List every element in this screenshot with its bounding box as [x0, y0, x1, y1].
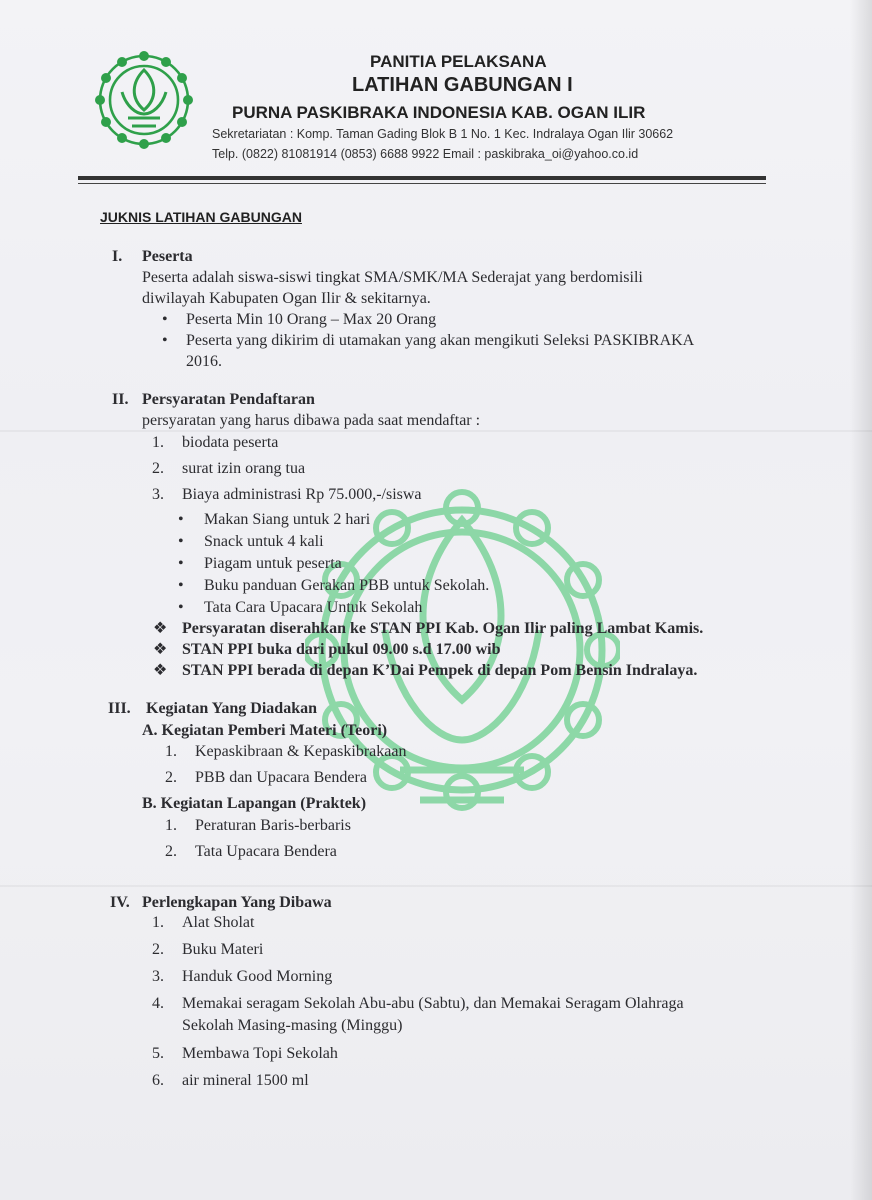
list-item: Biaya administrasi Rp 75.000,-/siswa: [182, 486, 422, 503]
list-item: biodata peserta: [182, 434, 279, 451]
section-1-title: Peserta: [142, 248, 193, 265]
organization-heading: PURNA PASKIBRAKA INDONESIA KAB. OGAN ILIR: [232, 103, 646, 122]
list-item: Kepaskibraan & Kepaskibrakaan: [195, 743, 407, 760]
list-item: Memakai seragam Sekolah Abu-abu (Sabtu), dan Memakai Seragam Olahraga: [182, 995, 684, 1012]
section-4-title: Perlengkapan Yang Dibawa: [142, 894, 332, 911]
section-1-description-cont: diwilayah Kabupaten Ogan Ilir & sekitarnya.: [142, 290, 431, 307]
list-item: Alat Sholat: [182, 914, 255, 931]
document-title: JUKNIS LATIHAN GABUNGAN: [100, 209, 302, 225]
section-3-numeral: III.: [108, 700, 131, 717]
section-1-description: Peserta adalah siswa-siswi tingkat SMA/SMK/MA Sederajat yang berdomisili: [142, 269, 643, 286]
registration-note: STAN PPI berada di depan K’Dai Pempek di depan Pom Bensin Indralaya.: [182, 662, 698, 679]
bullet-icon: •: [162, 332, 168, 349]
list-number: 2.: [165, 769, 177, 786]
list-number: 2.: [152, 941, 164, 958]
diamond-bullet-icon: ❖: [153, 641, 168, 658]
list-item: Buku Materi: [182, 941, 264, 958]
bullet-icon: •: [178, 599, 184, 616]
list-item: surat izin orang tua: [182, 460, 306, 477]
list-item: air mineral 1500 ml: [182, 1072, 309, 1089]
list-number: 1.: [152, 434, 164, 451]
registration-note: STAN PPI buka dari pukul 09.00 s.d 17.00 wib: [182, 641, 501, 658]
section-1-bullet: Peserta Min 10 Orang – Max 20 Orang: [186, 311, 437, 328]
list-number: 3.: [152, 968, 164, 985]
list-number: 2.: [152, 460, 164, 477]
list-item: Peraturan Baris-berbaris: [195, 817, 351, 834]
bullet-icon: •: [162, 311, 168, 328]
event-heading: LATIHAN GABUNGAN I: [352, 74, 573, 96]
list-number: 5.: [152, 1045, 164, 1062]
fee-includes-item: Makan Siang untuk 2 hari: [204, 511, 371, 528]
bullet-icon: •: [178, 533, 184, 550]
fee-includes-item: Piagam untuk peserta: [204, 555, 342, 572]
bullet-icon: •: [178, 555, 184, 572]
section-1-numeral: I.: [112, 248, 123, 265]
section-3-title: Kegiatan Yang Diadakan: [146, 700, 317, 717]
paskibraka-logo-icon: [92, 48, 196, 152]
page-edge-shadow: [850, 0, 872, 1200]
list-number: 6.: [152, 1072, 164, 1089]
registration-note: Persyaratan diserahkan ke STAN PPI Kab. Ogan Ilir paling Lambat Kamis.: [182, 620, 704, 637]
committee-heading: PANITIA PELAKSANA: [370, 52, 547, 71]
fee-includes-item: Buku panduan Gerakan PBB untuk Sekolah.: [204, 577, 490, 594]
section-3b-title: B. Kegiatan Lapangan (Praktek): [142, 795, 367, 812]
header-rule-thick: [78, 176, 766, 180]
list-item: Handuk Good Morning: [182, 968, 333, 985]
list-number: 1.: [165, 817, 177, 834]
list-item-cont: Sekolah Masing-masing (Minggu): [182, 1017, 403, 1034]
secretariat-address: Sekretariatan : Komp. Taman Gading Blok B 1 No. 1 Kec. Indralaya Ogan Ilir 30662: [212, 127, 674, 141]
diamond-bullet-icon: ❖: [153, 662, 168, 679]
list-number: 1.: [152, 914, 164, 931]
section-3a-title: A. Kegiatan Pemberi Materi (Teori): [142, 722, 388, 739]
fee-includes-item: Snack untuk 4 kali: [204, 533, 324, 550]
section-2-title: Persyaratan Pendaftaran: [142, 391, 315, 408]
list-number: 3.: [152, 486, 164, 503]
list-item: Membawa Topi Sekolah: [182, 1045, 338, 1062]
list-item: PBB dan Upacara Bendera: [195, 769, 367, 786]
diamond-bullet-icon: ❖: [153, 620, 168, 637]
fee-includes-item: Tata Cara Upacara Untuk Sekolah: [204, 599, 423, 616]
section-1-bullet: Peserta yang dikirim di utamakan yang akan mengikuti Seleksi PASKIBRAKA: [186, 332, 695, 349]
section-4-numeral: IV.: [110, 894, 130, 911]
list-number: 1.: [165, 743, 177, 760]
bullet-icon: •: [178, 577, 184, 594]
header-rule-thin: [78, 183, 766, 184]
paper-fold: [0, 885, 872, 887]
contact-info: Telp. (0822) 81081914 (0853) 6688 9922 Email : paskibraka_oi@yahoo.co.id: [212, 147, 639, 161]
section-2-numeral: II.: [112, 391, 129, 408]
list-number: 4.: [152, 995, 164, 1012]
section-2-intro: persyaratan yang harus dibawa pada saat mendaftar :: [142, 412, 481, 429]
bullet-icon: •: [178, 511, 184, 528]
list-item: Tata Upacara Bendera: [195, 843, 337, 860]
list-number: 2.: [165, 843, 177, 860]
section-1-bullet-cont: 2016.: [186, 353, 222, 370]
